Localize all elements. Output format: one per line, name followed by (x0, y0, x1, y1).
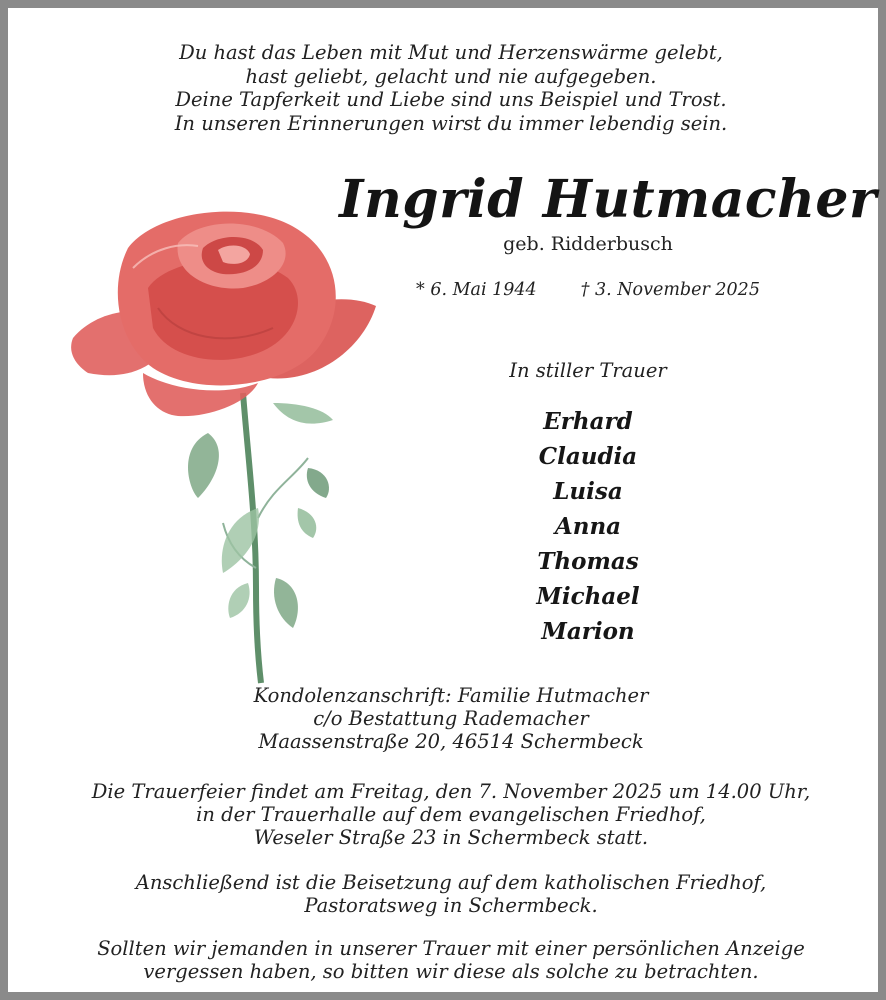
ceremony-line: Die Trauerfeier findet am Freitag, den 7. November 2025 um 14.00 Uhr, (91, 780, 811, 803)
life-dates (408, 280, 768, 300)
ceremony-line: Weseler Straße 23 in Schermbeck statt. (253, 826, 649, 849)
closing-line: vergessen haben, so bitten wir diese als solche zu betrachten. (143, 960, 759, 983)
burial-line: Pastoratsweg in Schermbeck. (304, 894, 598, 917)
family-member: Erhard (543, 408, 633, 435)
family-member: Marion (541, 618, 635, 645)
poem-line: Deine Tapferkeit und Liebe sind uns Beispiel und Trost. (175, 88, 727, 111)
birth-name: geb. Ridderbusch (503, 233, 673, 255)
poem-line: Du hast das Leben mit Mut und Herzenswärme gelebt, (179, 41, 723, 64)
poem-line: In unseren Erinnerungen wirst du immer lebendig sein. (174, 111, 728, 135)
poem-line: hast geliebt, gelacht und nie aufgegeben. (245, 64, 657, 88)
burial-line: Anschließend ist die Beisetzung auf dem katholischen Friedhof, (135, 871, 767, 894)
family-member: Luisa (553, 478, 623, 505)
closing-line: Sollten wir jemanden in unserer Trauer mit einer persönlichen Anzeige (97, 937, 805, 960)
family-list (438, 404, 738, 649)
death-date: † 3. November 2025 (580, 280, 760, 300)
condolence-line: c/o Bestattung Rademacher (313, 707, 589, 730)
rose-illustration (58, 188, 398, 688)
family-member: Claudia (538, 443, 638, 470)
condolence-address (8, 684, 886, 753)
deceased-name: Ingrid Hutmacher (339, 169, 877, 230)
family-member: Anna (554, 513, 622, 540)
condolence-line: Kondolenzanschrift: Familie Hutmacher (253, 684, 649, 707)
ceremony-info (8, 780, 886, 849)
birth-date: * 6. Mai 1944 (416, 280, 537, 300)
ceremony-line: in der Trauerhalle auf dem evangelischen Friedhof, (196, 803, 706, 826)
closing-note (8, 937, 886, 983)
condolence-line: Maassenstraße 20, 46514 Schermbeck (258, 730, 644, 753)
burial-info (8, 871, 886, 917)
poem (8, 41, 886, 135)
mourning-label: In stiller Trauer (509, 359, 667, 382)
family-member: Thomas (537, 548, 639, 575)
family-member: Michael (536, 583, 640, 610)
